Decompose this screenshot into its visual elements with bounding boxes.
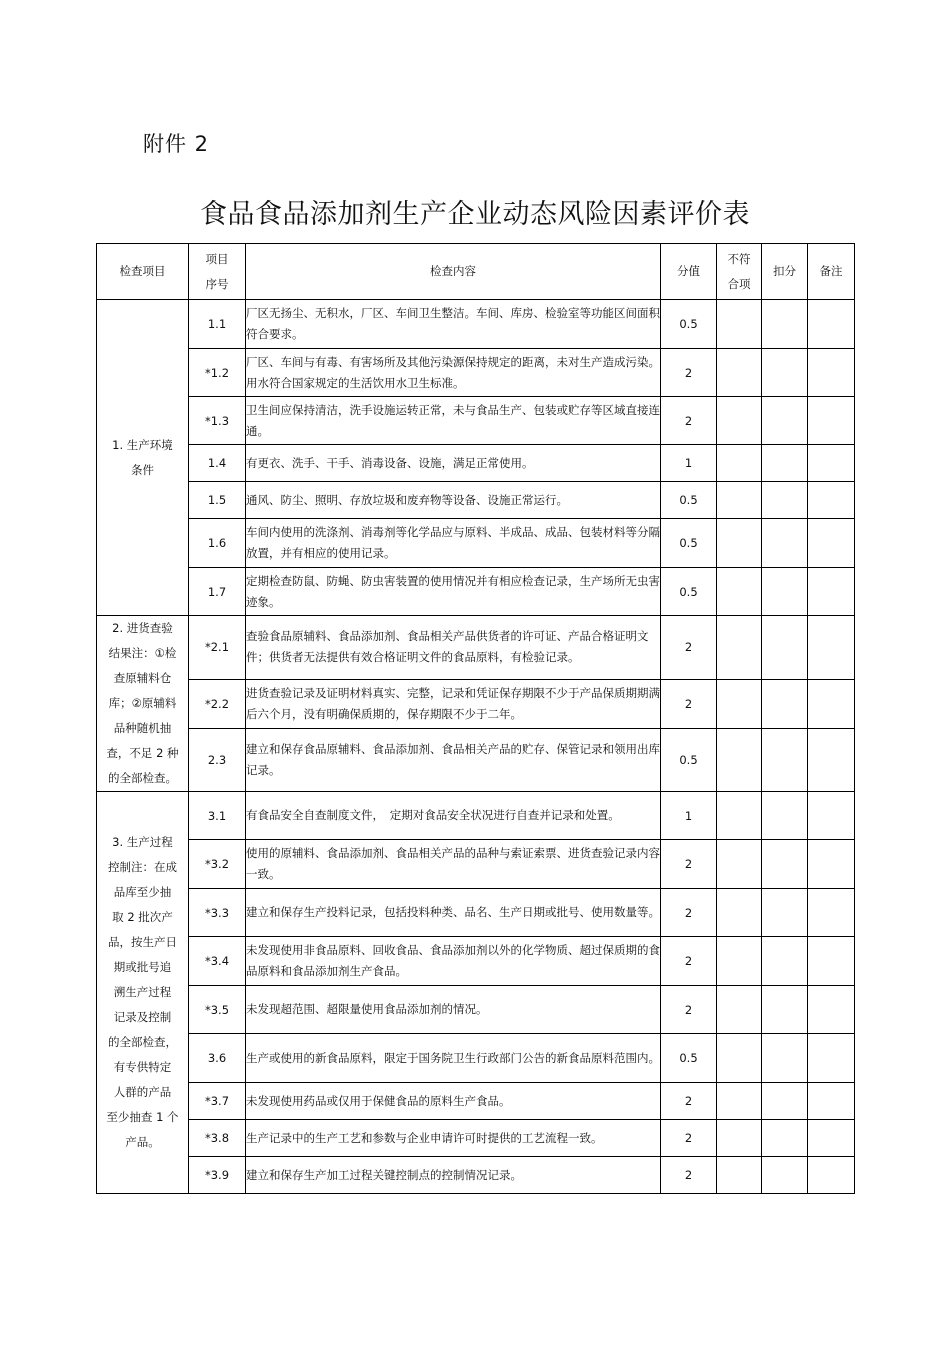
item-score: 2 xyxy=(661,679,717,729)
table-row xyxy=(97,397,855,445)
item-seq: 1.6 xyxy=(189,519,246,568)
category-label-line: 记录及控制 xyxy=(113,1010,172,1024)
nonconform-cell[interactable] xyxy=(717,397,762,445)
item-content: 未发现使用非食品原料、回收食品、食品添加剂以外的化学物质、超过保质期的食品原料和食品添加剂生产食品。 xyxy=(246,937,661,986)
item-score: 0.5 xyxy=(661,482,717,519)
item-content: 未发现使用药品或仅用于保健食品的原料生产食品。 xyxy=(246,1083,661,1120)
category-label-line: 至少抽查 1 个 xyxy=(106,1110,179,1124)
item-score: 2 xyxy=(661,986,717,1034)
item-seq: 1.4 xyxy=(189,445,246,482)
item-seq: *3.8 xyxy=(189,1120,246,1157)
category-label-line: 期或批号追 xyxy=(113,960,172,974)
item-content: 厂区无扬尘、无积水，厂区、车间卫生整洁。车间、库房、检验室等功能区间面积符合要求。 xyxy=(246,300,661,349)
deduct-cell[interactable] xyxy=(762,889,808,937)
item-score: 2 xyxy=(661,616,717,680)
header-seq xyxy=(189,244,246,300)
item-score: 2 xyxy=(661,1083,717,1120)
category-label-line: 产品。 xyxy=(125,1135,160,1149)
category-label-line: 控制注：在成 xyxy=(108,860,177,874)
remark-cell[interactable] xyxy=(808,1120,855,1157)
item-content: 查验食品原辅料、食品添加剂、食品相关产品供货者的许可证、产品合格证明文件；供货者无法提供有效合格证明文件的食品原料，有检验记录。 xyxy=(246,616,661,680)
nonconform-cell[interactable] xyxy=(717,889,762,937)
nonconform-cell[interactable] xyxy=(717,445,762,482)
category-cell xyxy=(97,792,189,1194)
remark-cell[interactable] xyxy=(808,616,855,680)
header-nonconform xyxy=(717,244,762,300)
item-seq: 2.3 xyxy=(189,729,246,792)
remark-cell[interactable] xyxy=(808,568,855,616)
category-label-line: 条件 xyxy=(131,462,154,477)
deduct-cell[interactable] xyxy=(762,679,808,729)
remark-cell[interactable] xyxy=(808,792,855,840)
table-row xyxy=(97,1157,855,1194)
item-score: 0.5 xyxy=(661,729,717,792)
table-row xyxy=(97,519,855,568)
category-label-line: 查原辅料仓 xyxy=(113,671,172,685)
header-score: 分值 xyxy=(661,244,717,300)
item-seq: *3.5 xyxy=(189,986,246,1034)
category-label-line: 品种随机抽 xyxy=(113,721,172,735)
item-score: 0.5 xyxy=(661,519,717,568)
item-seq: *3.2 xyxy=(189,840,246,889)
remark-cell[interactable] xyxy=(808,889,855,937)
header-nonconform-line1: 不符 xyxy=(727,251,751,266)
item-seq: *3.3 xyxy=(189,889,246,937)
header-remark: 备注 xyxy=(808,244,855,300)
header-item: 检查项目 xyxy=(97,244,189,300)
nonconform-cell[interactable] xyxy=(717,792,762,840)
item-score: 2 xyxy=(661,889,717,937)
item-score: 0.5 xyxy=(661,1034,717,1083)
nonconform-cell[interactable] xyxy=(717,679,762,729)
table-row xyxy=(97,300,855,349)
deduct-cell[interactable] xyxy=(762,397,808,445)
item-seq: 3.6 xyxy=(189,1034,246,1083)
item-seq: *3.7 xyxy=(189,1083,246,1120)
item-content: 通风、防尘、照明、存放垃圾和废弃物等设备、设施正常运行。 xyxy=(246,482,661,519)
nonconform-cell[interactable] xyxy=(717,300,762,349)
remark-cell[interactable] xyxy=(808,349,855,397)
table-row xyxy=(97,482,855,519)
category-label-line: 结果注：①检 xyxy=(108,646,177,660)
remark-cell[interactable] xyxy=(808,729,855,792)
nonconform-cell[interactable] xyxy=(717,519,762,568)
deduct-cell[interactable] xyxy=(762,1157,808,1194)
nonconform-cell[interactable] xyxy=(717,568,762,616)
item-content: 生产记录中的生产工艺和参数与企业申请许可时提供的工艺流程一致。 xyxy=(246,1120,661,1157)
remark-cell[interactable] xyxy=(808,1083,855,1120)
deduct-cell[interactable] xyxy=(762,937,808,986)
item-score: 2 xyxy=(661,937,717,986)
remark-cell[interactable] xyxy=(808,445,855,482)
item-score: 2 xyxy=(661,1157,717,1194)
deduct-cell[interactable] xyxy=(762,445,808,482)
item-score: 0.5 xyxy=(661,568,717,616)
deduct-cell[interactable] xyxy=(762,840,808,889)
nonconform-cell[interactable] xyxy=(717,937,762,986)
remark-cell[interactable] xyxy=(808,986,855,1034)
remark-cell[interactable] xyxy=(808,519,855,568)
header-row xyxy=(97,244,855,300)
remark-cell[interactable] xyxy=(808,1034,855,1083)
table-row xyxy=(97,937,855,986)
item-score: 2 xyxy=(661,349,717,397)
table-row xyxy=(97,840,855,889)
deduct-cell[interactable] xyxy=(762,482,808,519)
item-content: 建立和保存食品原辅料、食品添加剂、食品相关产品的贮存、保管记录和领用出库记录。 xyxy=(246,729,661,792)
deduct-cell[interactable] xyxy=(762,616,808,680)
evaluation-table xyxy=(96,243,855,1194)
item-seq: *3.4 xyxy=(189,937,246,986)
table-row xyxy=(97,792,855,840)
item-content: 定期检查防鼠、防蝇、防虫害装置的使用情况并有相应检查记录，生产场所无虫害迹象。 xyxy=(246,568,661,616)
nonconform-cell[interactable] xyxy=(717,482,762,519)
item-score: 2 xyxy=(661,1120,717,1157)
deduct-cell[interactable] xyxy=(762,986,808,1034)
nonconform-cell[interactable] xyxy=(717,349,762,397)
table-row xyxy=(97,568,855,616)
item-seq: 1.5 xyxy=(189,482,246,519)
remark-cell[interactable] xyxy=(808,679,855,729)
deduct-cell[interactable] xyxy=(762,568,808,616)
nonconform-cell[interactable] xyxy=(717,986,762,1034)
table-row xyxy=(97,889,855,937)
header-seq-line1: 项目 xyxy=(205,251,229,266)
item-content: 厂区、车间与有毒、有害场所及其他污染源保持规定的距离，未对生产造成污染。用水符合国家规定的生活饮用水卫生标准。 xyxy=(246,349,661,397)
item-seq: *2.1 xyxy=(189,616,246,680)
table-row xyxy=(97,679,855,729)
category-label-line: 的全部检查， xyxy=(108,1035,177,1049)
item-content: 建立和保存生产加工过程关键控制点的控制情况记录。 xyxy=(246,1157,661,1194)
category-label-line: 溯生产过程 xyxy=(113,985,172,999)
nonconform-cell[interactable] xyxy=(717,1120,762,1157)
item-score: 1 xyxy=(661,792,717,840)
document-title: 食品食品添加剂生产企业动态风险因素评价表 xyxy=(200,199,750,230)
item-content: 车间内使用的洗涤剂、消毒剂等化学品应与原料、半成品、成品、包装材料等分隔放置，并有相应的使用记录。 xyxy=(246,519,661,568)
category-label-line: 查，不足 2 种 xyxy=(106,746,179,760)
item-seq: 1.7 xyxy=(189,568,246,616)
table-row xyxy=(97,1120,855,1157)
table-row xyxy=(97,616,855,680)
item-content: 生产或使用的新食品原料，限定于国务院卫生行政部门公告的新食品原料范围内。 xyxy=(246,1034,661,1083)
deduct-cell[interactable] xyxy=(762,349,808,397)
category-label-line: 取 2 批次产 xyxy=(112,910,173,924)
item-content: 使用的原辅料、食品添加剂、食品相关产品的品种与索证索票、进货查验记录内容一致。 xyxy=(246,840,661,889)
table-row xyxy=(97,349,855,397)
nonconform-cell[interactable] xyxy=(717,616,762,680)
header-nonconform-line2: 合项 xyxy=(727,276,751,291)
deduct-cell[interactable] xyxy=(762,792,808,840)
item-score: 2 xyxy=(661,397,717,445)
item-content: 建立和保存生产投料记录，包括投料种类、品名、生产日期或批号、使用数量等。 xyxy=(246,889,661,937)
table-row xyxy=(97,1034,855,1083)
item-score: 1 xyxy=(661,445,717,482)
item-score: 0.5 xyxy=(661,300,717,349)
table-row xyxy=(97,445,855,482)
header-content: 检查内容 xyxy=(246,244,661,300)
header-seq-line2: 序号 xyxy=(205,276,229,291)
item-seq: *1.3 xyxy=(189,397,246,445)
category-label-line: 库；②原辅料 xyxy=(108,696,177,710)
nonconform-cell[interactable] xyxy=(717,1157,762,1194)
deduct-cell[interactable] xyxy=(762,1120,808,1157)
table-row xyxy=(97,1083,855,1120)
item-seq: *1.2 xyxy=(189,349,246,397)
remark-cell[interactable] xyxy=(808,937,855,986)
nonconform-cell[interactable] xyxy=(717,1083,762,1120)
item-content: 未发现超范围、超限量使用食品添加剂的情况。 xyxy=(246,986,661,1034)
category-label-line: 品库至少抽 xyxy=(113,885,172,899)
remark-cell[interactable] xyxy=(808,482,855,519)
item-seq: *2.2 xyxy=(189,679,246,729)
header-deduct: 扣分 xyxy=(762,244,808,300)
item-seq: *3.9 xyxy=(189,1157,246,1194)
category-label-line: 3. 生产过程 xyxy=(112,835,173,849)
category-label-line: 2. 进货查验 xyxy=(112,621,173,635)
remark-cell[interactable] xyxy=(808,397,855,445)
category-cell xyxy=(97,300,189,616)
category-label-line: 的全部检查。 xyxy=(108,771,177,785)
remark-cell[interactable] xyxy=(808,1157,855,1194)
category-label-line: 有专供特定 xyxy=(113,1060,172,1074)
table-body xyxy=(97,300,855,1194)
table-row xyxy=(97,986,855,1034)
item-content: 卫生间应保持清洁，洗手设施运转正常，未与食品生产、包装或贮存等区域直接连通。 xyxy=(246,397,661,445)
nonconform-cell[interactable] xyxy=(717,729,762,792)
category-label-line: 人群的产品 xyxy=(113,1085,172,1099)
nonconform-cell[interactable] xyxy=(717,1034,762,1083)
item-seq: 1.1 xyxy=(189,300,246,349)
item-content: 有食品安全自查制度文件， 定期对食品安全状况进行自查并记录和处置。 xyxy=(246,792,661,840)
deduct-cell[interactable] xyxy=(762,1034,808,1083)
nonconform-cell[interactable] xyxy=(717,840,762,889)
remark-cell[interactable] xyxy=(808,300,855,349)
item-content: 进货查验记录及证明材料真实、完整，记录和凭证保存期限不少于产品保质期期满后六个月，没有明确保质期的，保存期限不少于二年。 xyxy=(246,679,661,729)
item-score: 2 xyxy=(661,840,717,889)
deduct-cell[interactable] xyxy=(762,729,808,792)
category-label-line: 1. 生产环境 xyxy=(112,437,173,452)
deduct-cell[interactable] xyxy=(762,300,808,349)
category-cell xyxy=(97,616,189,792)
deduct-cell[interactable] xyxy=(762,1083,808,1120)
table-row xyxy=(97,729,855,792)
item-content: 有更衣、洗手、干手、消毒设备、设施，满足正常使用。 xyxy=(246,445,661,482)
deduct-cell[interactable] xyxy=(762,519,808,568)
attachment-label: 附件 2 xyxy=(143,132,210,156)
item-seq: 3.1 xyxy=(189,792,246,840)
remark-cell[interactable] xyxy=(808,840,855,889)
category-label-line: 品，按生产日 xyxy=(108,935,177,949)
